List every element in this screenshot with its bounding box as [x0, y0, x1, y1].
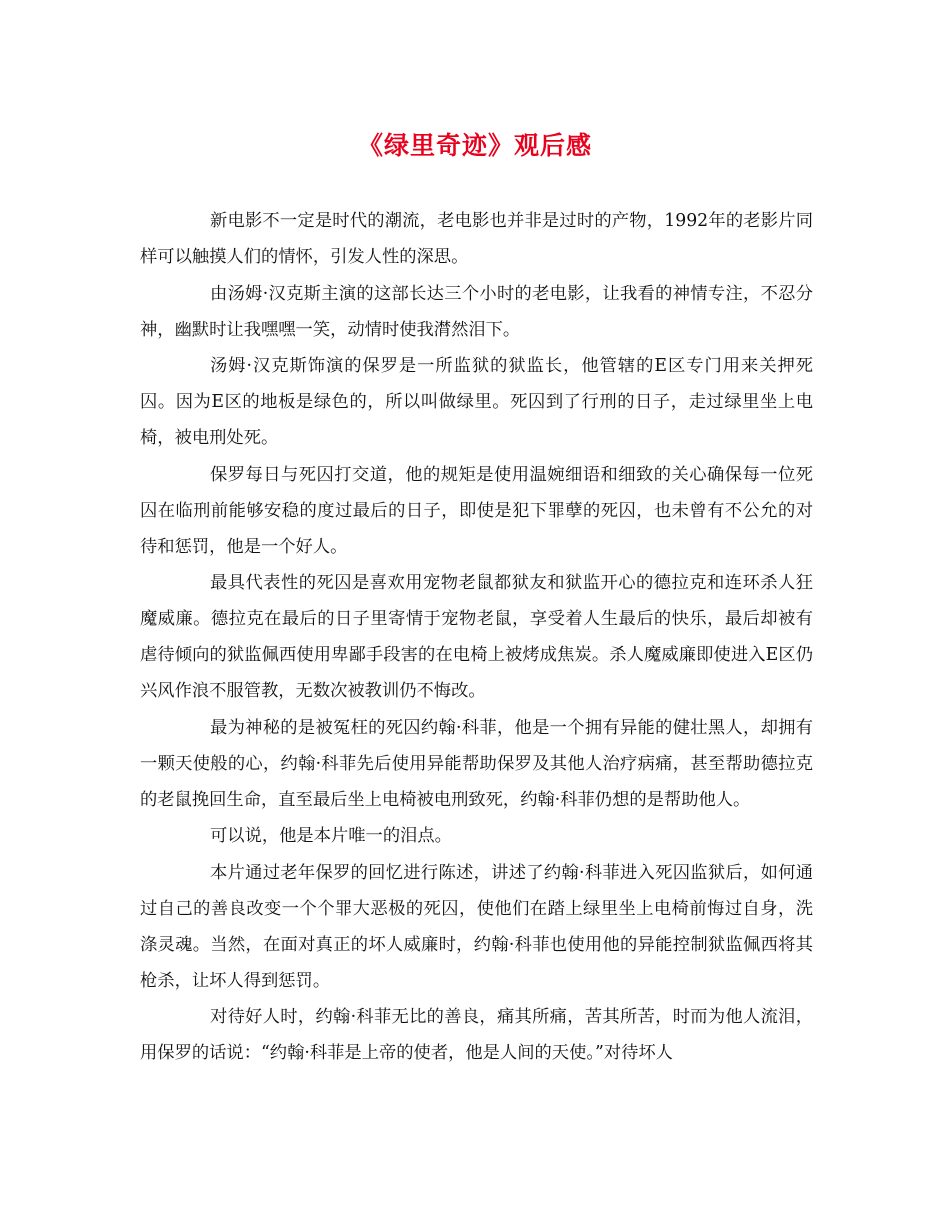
paragraph-5: 最具代表性的死囚是喜欢用宠物老鼠都狱友和狱监开心的德拉克和连环杀人狂魔威廉。德拉克在最后的日子里寄情于宠物老鼠，享受着人生最后的快乐，最后却被有虐待倾向的狱监佩西使用卑鄙手段害的在电椅上被烤成焦炭。杀人魔威廉即使进入E区仍兴风作浪不服管教，无数次被教训仍不悔改。: [140, 573, 813, 701]
document-title: 《绿里奇迹》观后感: [357, 131, 592, 160]
paragraph-8: 本片通过老年保罗的回忆进行陈述，讲述了约翰·科菲进入死囚监狱后，如何通过自己的善良改变一个个罪大恶极的死囚，使他们在踏上绿里坐上电椅前悔过自身，洗涤灵魂。当然，在面对真正的坏人威廉时，约翰·科菲也使用他的异能控制狱监佩西将其枪杀，让坏人得到惩罚。: [140, 862, 813, 991]
paragraph-4: 保罗每日与死囚打交道，他的规矩是使用温婉细语和细致的关心确保每一位死囚在临刑前能够安稳的度过最后的日子，即使是犯下罪孽的死囚，也未曾有不公允的对待和惩罚，他是一个好人。: [140, 464, 813, 557]
paragraph-2: 由汤姆·汉克斯主演的这部长达三个小时的老电影，让我看的神情专注，不忍分神，幽默时让我嘿嘿一笑，动情时使我潸然泪下。: [140, 283, 813, 340]
paragraph-1: 新电影不一定是时代的潮流，老电影也并非是过时的产物，1992年的老影片同样可以触摸人们的情怀，引发人性的深思。: [140, 211, 813, 267]
paragraph-7: 可以说，他是本片唯一的泪点。: [210, 826, 452, 846]
paragraph-6: 最为神秘的是被冤枉的死囚约翰·科菲，他是一个拥有异能的健壮黑人，却拥有一颗天使般的心，约翰·科菲先后使用异能帮助保罗及其他人治疗病痛，甚至帮助德拉克的老鼠挽回生命，直至最后坐上电椅被电刑致死，约翰·科菲仍想的是帮助他人。: [140, 717, 813, 810]
paragraph-9: 对待好人时，约翰·科菲无比的善良，痛其所痛，苦其所苦，时而为他人流泪，用保罗的话说：“约翰·科菲是上帝的使者，他是人间的天使。”对待坏人: [140, 1007, 813, 1063]
document-body: [140, 203, 813, 1072]
paragraph-3: 汤姆·汉克斯饰演的保罗是一所监狱的狱监长，他管辖的E区专门用来关押死囚。因为E区的地板是绿色的，所以叫做绿里。死囚到了行刑的日子，走过绿里坐上电椅，被电刑处死。: [140, 356, 813, 448]
